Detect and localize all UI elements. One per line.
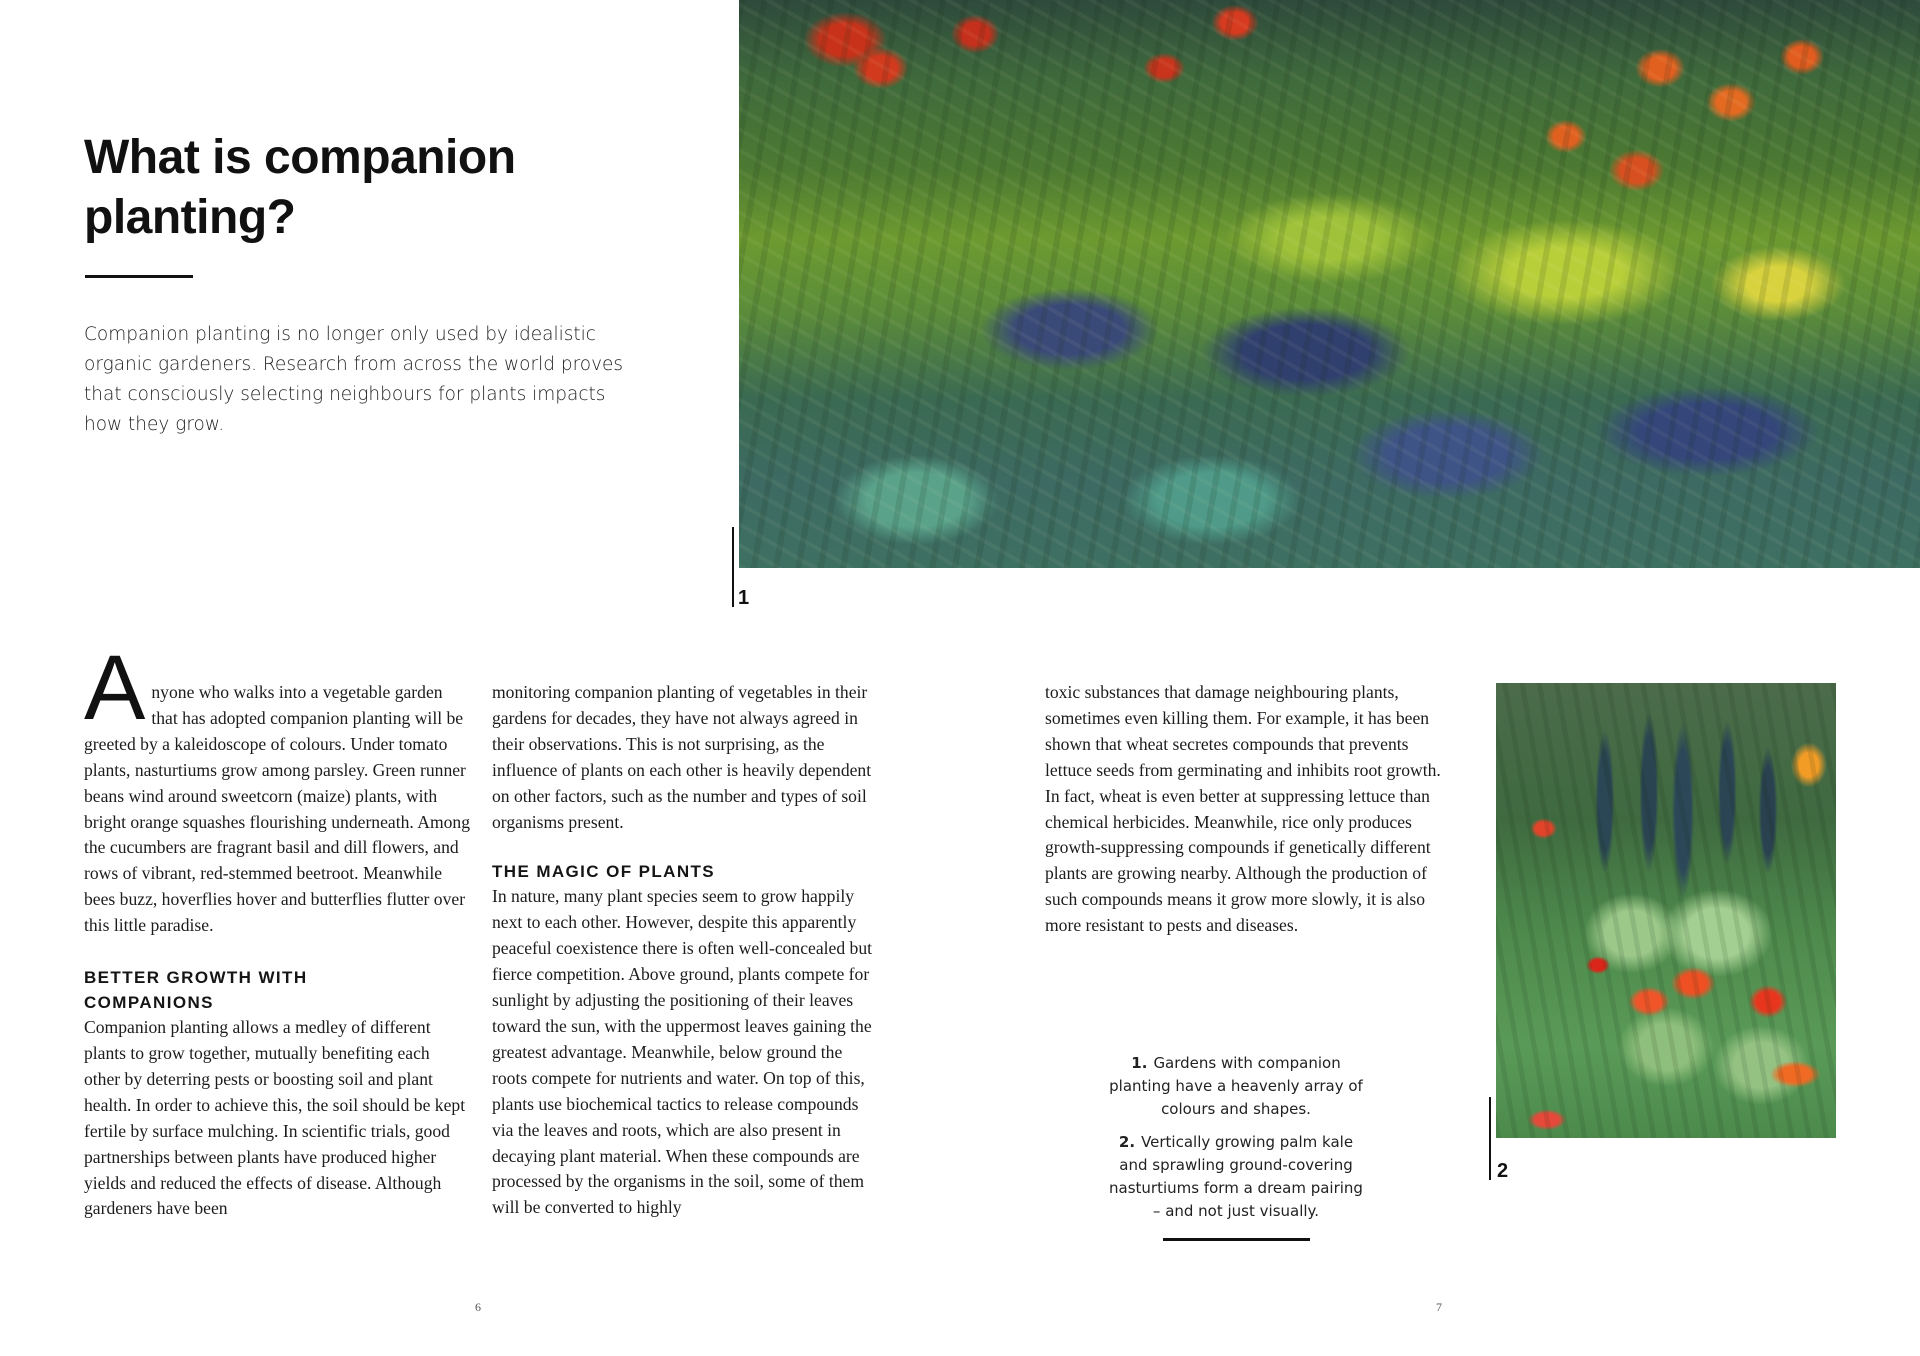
page-title: What is companion planting? <box>84 131 516 244</box>
figure-number-1: 1 <box>738 587 750 609</box>
body-column-3 <box>1045 680 1445 939</box>
caption-text: Gardens with companion planting have a heavenly array of colours and shapes. <box>1109 1054 1363 1118</box>
body-paragraph: In nature, many plant species seem to grow happily next to each other. However, despite this apparently peaceful coexistence there is often well-concealed but fierce competition. Above ground, plants compete for sunlight by adjusting the positioning of their leaves toward the sun, with the uppermost leaves gaining the greatest advantage. Meanwhile, below ground the roots compete for nutrients and water. On top of this, plants use biochemical tactics to release compounds via the leaves and roots, which are also present in decaying plant material. When these compounds are processed by the organisms in the soil, some of them will be converted to highly <box>492 886 873 1218</box>
caption-number: 2. <box>1118 1133 1136 1151</box>
caption-number: 1. <box>1131 1054 1148 1072</box>
intro-paragraph: Companion planting is no longer only used by idealistic organic gardeners. Research from across the world proves that consciously selecting neighbours for plants impacts how they grow. <box>84 324 624 435</box>
drop-cap: A <box>84 637 146 739</box>
photo-captions <box>1106 1052 1366 1233</box>
subheading-better-growth: BETTER GROWTH WITH COMPANIONS <box>84 968 308 1013</box>
body-column-1 <box>84 637 471 1222</box>
caption-2 <box>1106 1131 1366 1223</box>
figure-number-2: 2 <box>1497 1160 1509 1182</box>
garden-photo-1 <box>739 0 1920 568</box>
body-paragraph: toxic substances that damage neighbouring plants, sometimes even killing them. For example, it has been shown that wheat secretes compounds that prevents lettuce seeds from germinating and inhibits root growth. In fact, wheat is even better at suppressing lettuce than chemical herbicides. Meanwhile, rice only produces growth-suppressing compounds if genetically different plants are growing nearby. Although the production of such compounds means it grow more slowly, it is also more resistant to pests and diseases. <box>1045 682 1441 936</box>
figure-marker-line-2 <box>1489 1097 1491 1180</box>
subheading-magic-of-plants: THE MAGIC OF PLANTS <box>492 862 716 882</box>
title-rule-divider <box>85 275 193 278</box>
page-number-right: 7 <box>1436 1300 1442 1314</box>
kale-nasturtium-photo-2 <box>1496 683 1836 1138</box>
body-paragraph: Companion planting allows a medley of different plants to grow together, mutually benefiting each other by deterring pests or boosting soil and plant health. In order to achieve this, the soil should be kept fertile by surface mulching. In scientific trials, good partnerships between plants have produced higher yields and reduced the effects of disease. Although gardeners have been <box>84 1017 466 1219</box>
body-column-2 <box>492 680 878 1221</box>
body-paragraph: monitoring companion planting of vegetables in their gardens for decades, they have not always agreed in their observations. This is not surprising, as the influence of plants on each other is heavily dependent on other factors, such as the number and types of soil organisms present. <box>492 682 872 832</box>
body-paragraph: nyone who walks into a vegetable garden that has adopted companion planting will be greeted by a kaleidoscope of colours. Under tomato plants, nasturtiums grow among parsley. Green runner beans wind around sweetcorn (maize) plants, with bright orange squashes flourishing underneath. Among the cucumbers are fragrant basil and dill flowers, and rows of vibrant, red-stemmed beetroot. Meanwhile bees buzz, hoverflies hover and butterflies flutter over this little paradise. <box>84 682 471 936</box>
figure-marker-line-1 <box>732 527 734 607</box>
caption-rule-divider <box>1163 1238 1310 1241</box>
caption-text: Vertically growing palm kale and sprawling ground-covering nasturtiums form a dream pairing – and not just visually. <box>1109 1133 1363 1220</box>
caption-1 <box>1106 1052 1366 1121</box>
page-number-left: 6 <box>475 1300 481 1314</box>
